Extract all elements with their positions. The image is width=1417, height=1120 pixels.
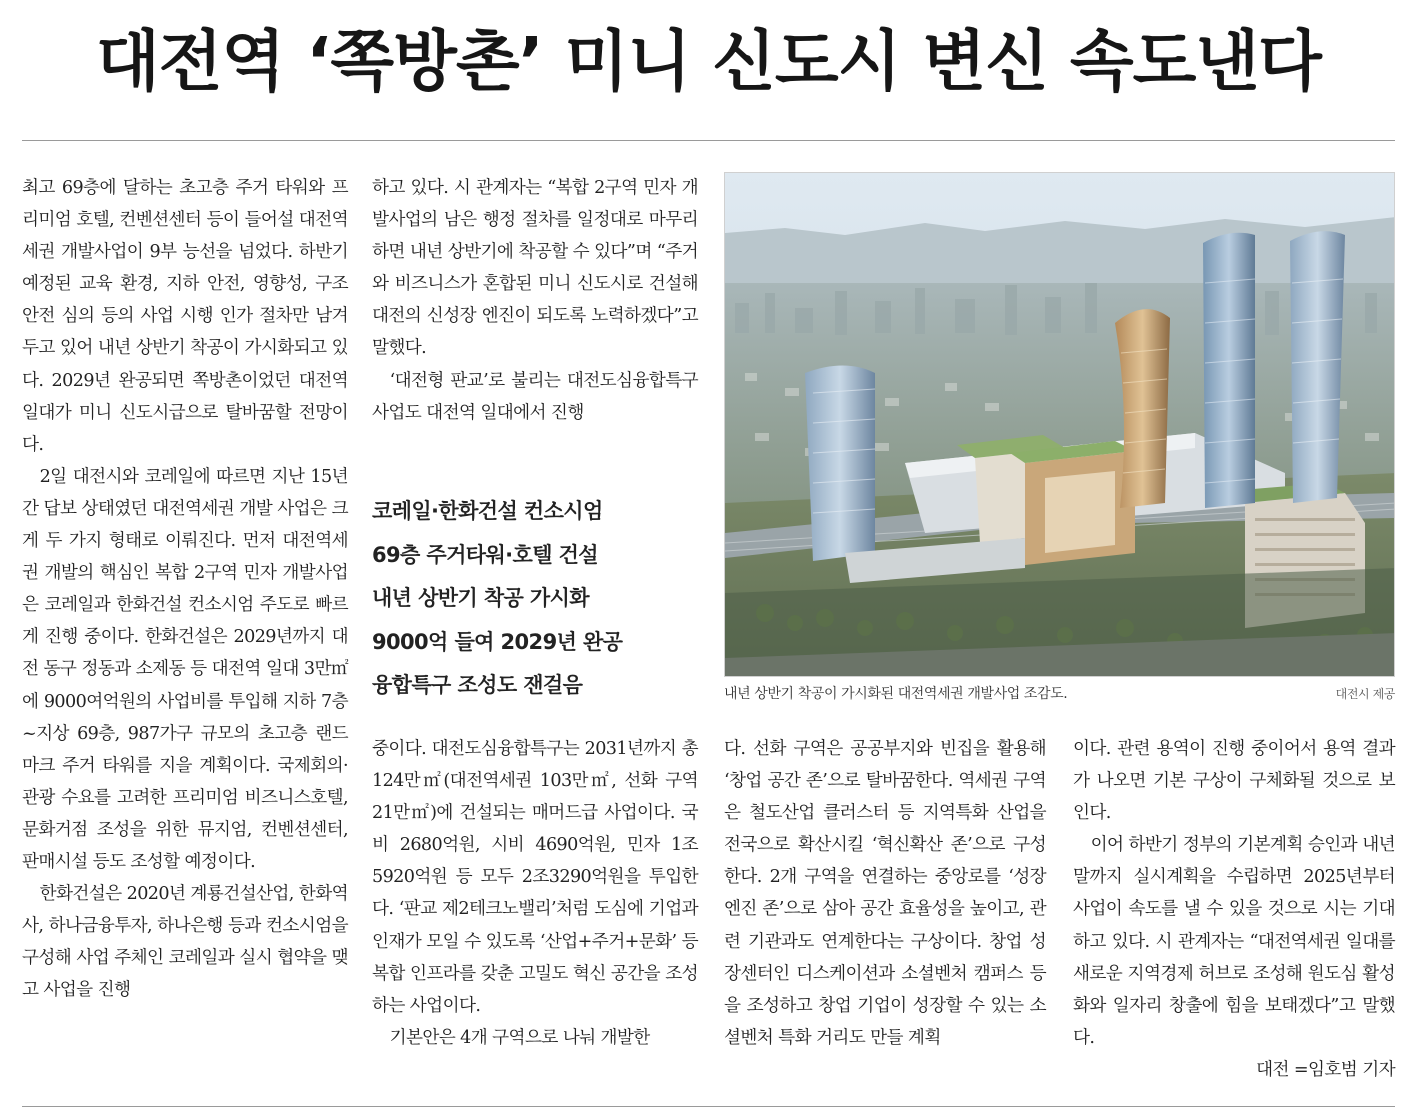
paragraph: 하고 있다. 시 관계자는 “복합 2구역 민자 개발사업의 남은 행정 절차를 일정대로 마무리하면 내년 상반기에 착공할 수 있다”며 “주거와 비즈니스가 혼합된 미니 신도시로 건설해 대전의 신성장 엔진이 되도록 노력하겠다”고 말했다.	[372, 178, 698, 359]
paragraph: 최고 69층에 달하는 초고층 주거 타워와 프리미엄 호텔, 컨벤션센터 등이 들어설 대전역세권 개발사업이 9부 능선을 넘었다. 하반기 예정된 교육 환경, 지하 안전, 영향성, 구조 안전 심의 등의 사업 시행 인가 절차만 남겨두고 있어 내년 상반기 착공이 가시화되고 있다. 2029년 완공되면 쪽방촌이었던 대전역 일대가 미니 신도시급으로 탈바꿈할 전망이다.	[22, 178, 348, 455]
subheadline: 9000억 들여 2029년 완공	[372, 629, 623, 654]
byline: 대전 =임호범 기자	[1256, 1059, 1395, 1080]
paragraph: 이다. 관련 용역이 진행 중이어서 용역 결과가 나오면 기본 구상이 구체화될 것으로 보인다.	[1073, 739, 1395, 824]
column-2-top	[372, 172, 698, 429]
paragraph: 2일 대전시와 코레일에 따르면 지난 15년간 답보 상태였던 대전역세권 개발 사업은 크게 두 가지 형태로 이뤄진다. 먼저 대전역세권 개발의 핵심인 복합 2구역 민자 개발사업은 코레일과 한화건설 컨소시엄 주도로 빠르게 진행 중이다. 한화건설은 2029년까지 대전 동구 정동과 소제동 등 대전역 일대 3만㎡에 9000여억원의 사업비를 투입해 지하 7층~지상 69층, 987가구 규모의 초고층 랜드마크 주거 타워를 지을 계획이다. 국제회의·관광 수요를 고려한 프리미엄 비즈니스호텔, 문화거점 조성을 위한 뮤지엄, 컨벤션센터, 판매시설 등도 조성할 예정이다.	[22, 466, 348, 872]
column-4	[1073, 733, 1395, 1086]
paragraph: 다. 선화 구역은 공공부지와 빈집을 활용해 ‘창업 공간 존’으로 탈바꿈한다. 역세권 구역은 철도산업 클러스터 등 지역특화 산업을 전국으로 확산시킬 ‘혁신확산 존’으로 구성한다. 2개 구역을 연결하는 중앙로를 ‘성장엔진 존’으로 삼아 공간 효율성을 높이고, 관련 기관과도 연계한다는 구상이다. 창업 성장센터인 디스케이션과 소셜벤처 캠퍼스 등을 조성하고 창업 기업이 성장할 수 있는 소셜벤처 특화 거리도 만들 계획	[724, 739, 1046, 1048]
top-rule	[22, 140, 1395, 141]
bottom-rule	[22, 1106, 1395, 1107]
subheadline: 융합특구 조성도 잰걸음	[372, 673, 583, 697]
paragraph: 기본안은 4개 구역으로 나눠 개발한	[389, 1027, 650, 1048]
paragraph: ‘대전형 판교’로 불리는 대전도심융합특구 사업도 대전역 일대에서 진행	[372, 370, 698, 423]
column-3	[724, 733, 1046, 1054]
headline: 대전역 ‘쪽방촌’ 미니 신도시 변신 속도낸다	[96, 23, 1321, 100]
paragraph: 한화건설은 2020년 계룡건설산업, 한화역사, 하나금융투자, 하나은행 등과 컨소시엄을 구성해 사업 주체인 코레일과 실시 협약을 맺고 사업을 진행	[22, 884, 348, 1001]
subheadline: 69층 주거타워·호텔 건설	[372, 542, 598, 567]
subheadline: 내년 상반기 착공 가시화	[372, 586, 589, 610]
column-1	[22, 172, 348, 1006]
caption-text: 내년 상반기 착공이 가시화된 대전역세권 개발사업 조감도.	[724, 686, 1068, 702]
photo-caption	[724, 682, 1395, 706]
subheadline: 코레일·한화건설 컨소시엄	[372, 499, 603, 523]
paragraph: 중이다. 대전도심융합특구는 2031년까지 총 124만㎡(대전역세권 103만㎡, 선화 구역 21만㎡)에 건설되는 매머드급 사업이다. 국비 2680억원, 시비 4690억원, 민자 1조5920억원 등 모두 2조3290억원을 투입한다. ‘판교 제2테크노밸리’처럼 도심에 기업과 인재가 모일 수 있도록 ‘산업+주거+문화’ 등 복합 인프라를 갖춘 고밀도 혁신 공간을 조성하는 사업이다.	[372, 739, 698, 1016]
subheadline-block	[372, 490, 698, 708]
photo-credit: 대전시 제공	[1335, 687, 1395, 701]
paragraph: 이어 하반기 정부의 기본계획 승인과 내년 말까지 실시계획을 수립하면 2025년부터 사업이 속도를 낼 수 있을 것으로 시는 기대하고 있다. 시 관계자는 “대전역세권 일대를 새로운 지역경제 허브로 조성해 원도심 활성화와 일자리 창출에 힘을 보태겠다”고 말했다.	[1073, 835, 1395, 1048]
development-rendering-photo	[724, 172, 1395, 677]
column-2-bottom	[372, 733, 698, 1054]
